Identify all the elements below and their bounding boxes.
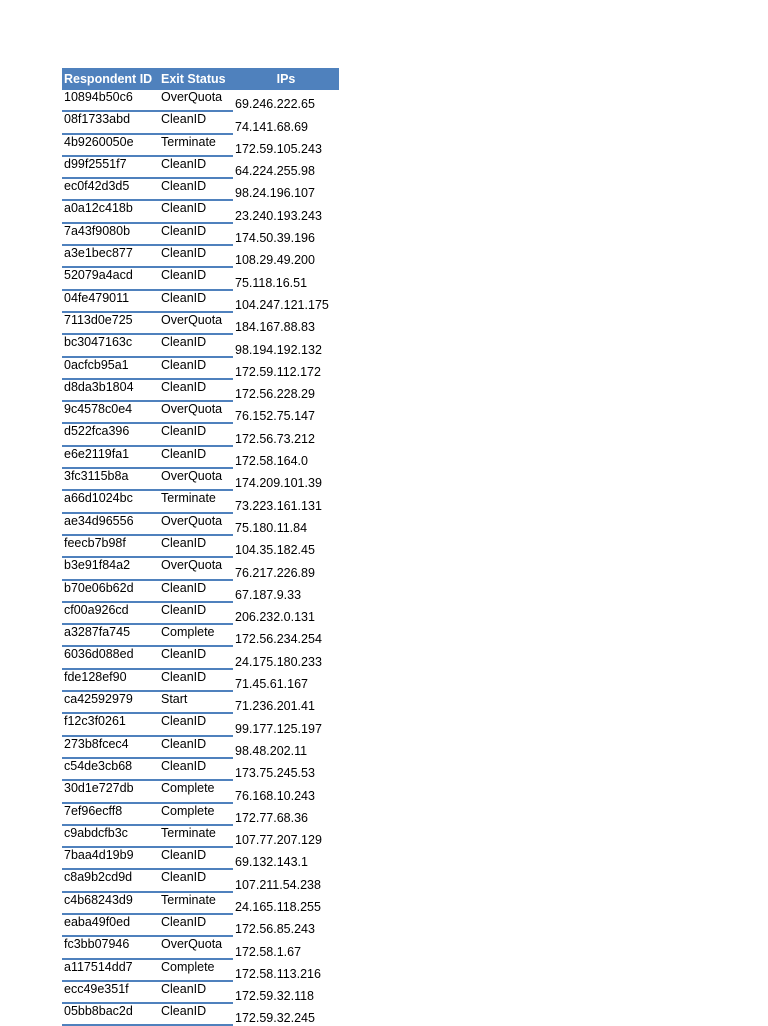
- ip-cell[interactable]: 184.167.88.83: [235, 320, 315, 335]
- exit-status-cell[interactable]: Start: [159, 691, 233, 713]
- exit-status-cell[interactable]: CleanID: [159, 580, 233, 602]
- table-row: [62, 401, 339, 423]
- ip-cell[interactable]: 76.152.75.147: [235, 409, 315, 424]
- ip-cell[interactable]: 71.236.201.41: [235, 699, 315, 714]
- exit-status-cell[interactable]: CleanID: [159, 111, 233, 133]
- table-row: [62, 379, 339, 401]
- exit-status-cell[interactable]: CleanID: [159, 847, 233, 869]
- exit-status-cell[interactable]: CleanID: [159, 267, 233, 289]
- respondent-id-cell[interactable]: c4b68243d9: [62, 892, 159, 914]
- ip-cell[interactable]: 24.175.180.233: [235, 654, 322, 669]
- respondent-id-cell[interactable]: 08f1733abd: [62, 111, 159, 133]
- respondent-id-cell[interactable]: 7a43f9080b: [62, 223, 159, 245]
- table-row: [62, 245, 339, 267]
- table-row: [62, 869, 339, 891]
- ip-cell[interactable]: 174.50.39.196: [235, 231, 315, 246]
- table-row: [62, 736, 339, 758]
- exit-status-cell[interactable]: CleanID: [159, 446, 233, 468]
- header-respondent-id[interactable]: Respondent ID: [62, 68, 159, 90]
- exit-status-cell[interactable]: CleanID: [159, 245, 233, 267]
- table-body: [62, 90, 339, 1025]
- respondent-id-cell[interactable]: feecb7b98f: [62, 535, 159, 557]
- exit-status-cell[interactable]: Complete: [159, 780, 233, 802]
- table-row: [62, 646, 339, 668]
- respondent-id-cell[interactable]: fde128ef90: [62, 669, 159, 691]
- ip-cell[interactable]: 104.247.121.175: [235, 297, 329, 312]
- respondent-id-cell[interactable]: bc3047163c: [62, 334, 159, 356]
- exit-status-cell[interactable]: CleanID: [159, 379, 233, 401]
- table-row: [62, 357, 339, 379]
- exit-status-cell[interactable]: CleanID: [159, 981, 233, 1003]
- exit-status-cell[interactable]: CleanID: [159, 334, 233, 356]
- ip-cell[interactable]: 64.224.255.98: [235, 164, 315, 179]
- table-row: [62, 334, 339, 356]
- ip-cell[interactable]: 107.211.54.238: [235, 877, 321, 892]
- table-row: [62, 1003, 339, 1025]
- table-row: [62, 691, 339, 713]
- ip-cell[interactable]: 69.246.222.65: [235, 97, 315, 112]
- exit-status-cell[interactable]: Complete: [159, 959, 233, 981]
- exit-status-cell[interactable]: OverQuota: [159, 557, 233, 579]
- table-row: [62, 847, 339, 869]
- ip-cell[interactable]: 172.58.113.216: [235, 966, 321, 981]
- exit-status-cell[interactable]: CleanID: [159, 1003, 233, 1025]
- table-row: [62, 223, 339, 245]
- ip-cell[interactable]: 76.168.10.243: [235, 788, 315, 803]
- ip-cell[interactable]: 172.59.105.243: [235, 141, 322, 156]
- respondent-id-cell[interactable]: e6e2119fa1: [62, 446, 159, 468]
- exit-status-cell[interactable]: CleanID: [159, 646, 233, 668]
- respondent-id-cell[interactable]: 0acfcb95a1: [62, 357, 159, 379]
- respondent-id-cell[interactable]: ae34d96556: [62, 513, 159, 535]
- respondent-id-cell[interactable]: fc3bb07946: [62, 936, 159, 958]
- ip-cell[interactable]: 98.194.192.132: [235, 342, 322, 357]
- ip-cell[interactable]: 172.58.164.0: [235, 454, 308, 469]
- ip-cell[interactable]: 172.59.32.245: [235, 1011, 315, 1026]
- table-row: [62, 156, 339, 178]
- ip-cell[interactable]: 76.217.226.89: [235, 565, 315, 580]
- table-row: [62, 111, 339, 133]
- ip-cell[interactable]: 172.56.85.243: [235, 922, 315, 937]
- exit-status-cell[interactable]: CleanID: [159, 869, 233, 891]
- table-row: [62, 90, 339, 111]
- table-row: [62, 513, 339, 535]
- exit-status-cell[interactable]: CleanID: [159, 178, 233, 200]
- respondent-id-cell[interactable]: 6036d088ed: [62, 646, 159, 668]
- exit-status-cell[interactable]: CleanID: [159, 357, 233, 379]
- table-row: [62, 758, 339, 780]
- respondent-id-cell[interactable]: 273b8fcec4: [62, 736, 159, 758]
- respondent-id-cell[interactable]: c8a9b2cd9d: [62, 869, 159, 891]
- exit-status-cell[interactable]: CleanID: [159, 669, 233, 691]
- respondent-id-cell[interactable]: 04fe479011: [62, 290, 159, 312]
- respondent-id-cell[interactable]: eaba49f0ed: [62, 914, 159, 936]
- respondent-id-cell[interactable]: 10894b50c6: [62, 90, 159, 111]
- ip-cell[interactable]: 173.75.245.53: [235, 766, 315, 781]
- table-row: [62, 178, 339, 200]
- exit-status-cell[interactable]: CleanID: [159, 758, 233, 780]
- table-row: [62, 936, 339, 958]
- header-exit-status[interactable]: Exit Status: [159, 68, 233, 90]
- ip-cell[interactable]: 172.56.234.254: [235, 632, 322, 647]
- ip-cell[interactable]: 75.118.16.51: [235, 275, 308, 290]
- exit-status-cell[interactable]: CleanID: [159, 914, 233, 936]
- table-row: [62, 803, 339, 825]
- table-row: [62, 290, 339, 312]
- respondent-id-cell[interactable]: c54de3cb68: [62, 758, 159, 780]
- ip-cell[interactable]: 206.232.0.131: [235, 610, 315, 625]
- exit-status-cell[interactable]: OverQuota: [159, 401, 233, 423]
- ip-cell[interactable]: 75.180.11.84: [235, 520, 308, 535]
- table-row: [62, 267, 339, 289]
- exit-status-cell[interactable]: CleanID: [159, 423, 233, 445]
- exit-status-cell[interactable]: OverQuota: [159, 513, 233, 535]
- ip-cell[interactable]: 172.59.32.118: [235, 989, 315, 1004]
- respondent-id-cell[interactable]: ec0f42d3d5: [62, 178, 159, 200]
- table-row: [62, 312, 339, 334]
- respondent-id-cell[interactable]: d522fca396: [62, 423, 159, 445]
- ip-cell[interactable]: 172.56.73.212: [235, 431, 315, 446]
- ip-cell[interactable]: 172.77.68.36: [235, 810, 308, 825]
- ip-cell[interactable]: 172.56.228.29: [235, 387, 315, 402]
- exit-status-cell[interactable]: CleanID: [159, 736, 233, 758]
- exit-status-cell[interactable]: CleanID: [159, 290, 233, 312]
- ip-cell[interactable]: 104.35.182.45: [235, 543, 315, 558]
- respondent-id-cell[interactable]: a117514dd7: [62, 959, 159, 981]
- respondent-id-cell[interactable]: 05bb8bac2d: [62, 1003, 159, 1025]
- respondent-id-cell[interactable]: a0a12c418b: [62, 200, 159, 222]
- respondent-id-cell[interactable]: 7ef96ecff8: [62, 803, 159, 825]
- ip-cell[interactable]: 67.187.9.33: [235, 587, 302, 602]
- respondent-id-cell[interactable]: a66d1024bc: [62, 490, 159, 512]
- table-row: [62, 602, 339, 624]
- respondent-id-cell[interactable]: c9abdcfb3c: [62, 825, 159, 847]
- exit-status-cell[interactable]: Terminate: [159, 825, 233, 847]
- respondent-id-cell[interactable]: ecc49e351f: [62, 981, 159, 1003]
- exit-status-cell[interactable]: CleanID: [159, 200, 233, 222]
- exit-status-cell[interactable]: CleanID: [159, 602, 233, 624]
- exit-status-cell[interactable]: Complete: [159, 624, 233, 646]
- respondent-id-cell[interactable]: d99f2551f7: [62, 156, 159, 178]
- table-row: [62, 557, 339, 579]
- table-row: [62, 981, 339, 1003]
- exit-status-cell[interactable]: CleanID: [159, 223, 233, 245]
- ip-cell[interactable]: 71.45.61.167: [235, 677, 308, 692]
- exit-status-cell[interactable]: Terminate: [159, 490, 233, 512]
- table-row: [62, 200, 339, 222]
- respondent-id-cell[interactable]: f12c3f0261: [62, 713, 159, 735]
- ip-cell[interactable]: 172.58.1.67: [235, 944, 302, 959]
- header-row: [62, 68, 339, 90]
- table-row: [62, 468, 339, 490]
- respondent-id-cell[interactable]: 4b9260050e: [62, 134, 159, 156]
- exit-status-cell[interactable]: CleanID: [159, 713, 233, 735]
- exit-status-cell[interactable]: OverQuota: [159, 312, 233, 334]
- respondent-table: [62, 68, 339, 1026]
- exit-status-cell[interactable]: OverQuota: [159, 936, 233, 958]
- table-row: [62, 892, 339, 914]
- respondent-id-cell[interactable]: cf00a926cd: [62, 602, 159, 624]
- exit-status-cell[interactable]: CleanID: [159, 156, 233, 178]
- ip-cell[interactable]: 172.59.112.172: [235, 364, 321, 379]
- table-row: [62, 959, 339, 981]
- header-ips[interactable]: IPs: [233, 68, 339, 90]
- table-row: [62, 580, 339, 602]
- exit-status-cell[interactable]: Terminate: [159, 134, 233, 156]
- table-row: [62, 624, 339, 646]
- respondent-id-cell[interactable]: ca42592979: [62, 691, 159, 713]
- ip-cell[interactable]: 98.24.196.107: [235, 186, 315, 201]
- table-row: [62, 423, 339, 445]
- respondent-id-cell[interactable]: 52079a4acd: [62, 267, 159, 289]
- ip-cell[interactable]: 107.77.207.129: [235, 833, 322, 848]
- ip-cell[interactable]: 73.223.161.131: [235, 498, 322, 513]
- table-row: [62, 446, 339, 468]
- ip-cell[interactable]: 99.177.125.197: [235, 721, 322, 736]
- table-row: [62, 825, 339, 847]
- ip-cell[interactable]: 108.29.49.200: [235, 253, 315, 268]
- respondent-id-cell[interactable]: a3e1bec877: [62, 245, 159, 267]
- table-row: [62, 914, 339, 936]
- exit-status-cell[interactable]: CleanID: [159, 535, 233, 557]
- respondent-id-cell[interactable]: 7baa4d19b9: [62, 847, 159, 869]
- table-row: [62, 713, 339, 735]
- table-row: [62, 780, 339, 802]
- ip-cell[interactable]: 24.165.118.255: [235, 899, 321, 914]
- respondent-id-cell[interactable]: 3fc3115b8a: [62, 468, 159, 490]
- respondent-id-cell[interactable]: 7113d0e725: [62, 312, 159, 334]
- table-row: [62, 134, 339, 156]
- ip-cell[interactable]: 174.209.101.39: [235, 476, 322, 491]
- exit-status-cell[interactable]: OverQuota: [159, 90, 233, 111]
- ip-cell[interactable]: 98.48.202.11: [235, 743, 308, 758]
- respondent-id-cell[interactable]: b70e06b62d: [62, 580, 159, 602]
- exit-status-cell[interactable]: Terminate: [159, 892, 233, 914]
- respondent-id-cell[interactable]: 30d1e727db: [62, 780, 159, 802]
- respondent-id-cell[interactable]: d8da3b1804: [62, 379, 159, 401]
- spreadsheet: [62, 68, 339, 1026]
- ip-cell[interactable]: 69.132.143.1: [235, 855, 308, 870]
- table-row: [62, 490, 339, 512]
- respondent-id-cell[interactable]: 9c4578c0e4: [62, 401, 159, 423]
- table-row: [62, 669, 339, 691]
- table-row: [62, 535, 339, 557]
- ip-cell[interactable]: 74.141.68.69: [235, 119, 308, 134]
- exit-status-cell[interactable]: Complete: [159, 803, 233, 825]
- exit-status-cell[interactable]: OverQuota: [159, 468, 233, 490]
- respondent-id-cell[interactable]: b3e91f84a2: [62, 557, 159, 579]
- respondent-id-cell[interactable]: a3287fa745: [62, 624, 159, 646]
- ip-cell[interactable]: 23.240.193.243: [235, 208, 322, 223]
